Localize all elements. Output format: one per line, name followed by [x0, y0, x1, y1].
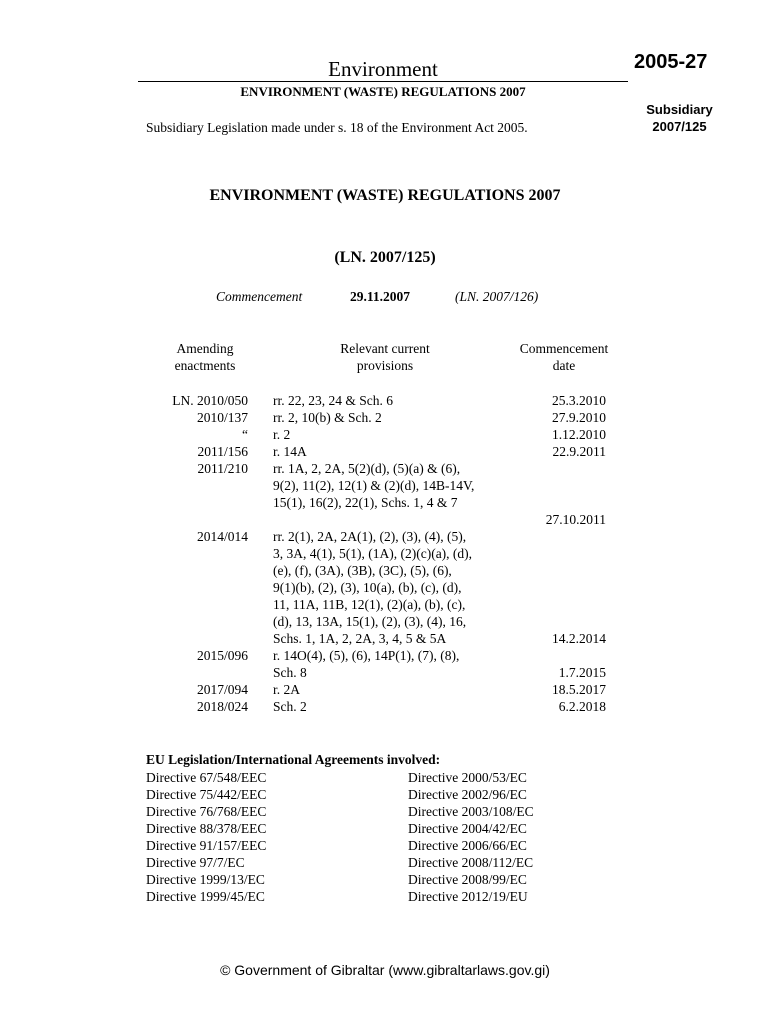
column-header-amending [155, 340, 255, 374]
amending-enactment: 2015/096 [196, 648, 248, 663]
amending-enactment: 2017/094 [196, 682, 248, 697]
relevant-provisions [273, 426, 508, 443]
table-row [146, 460, 616, 528]
table-row [146, 681, 616, 698]
subsidiary-label-line1: Subsidiary [646, 102, 713, 117]
subsidiary-label-line2: 2007/125 [652, 119, 707, 134]
table-row [146, 443, 616, 460]
page-title: ENVIRONMENT (WASTE) REGULATIONS 2007 [209, 187, 561, 204]
provision-line: rr. 22, 23, 24 & Sch. 6 [273, 393, 393, 408]
provision-line [273, 511, 508, 528]
relevant-provisions [273, 409, 508, 426]
provision-line: 9(1)(b), (2), (3), 10(a), (b), (c), (d), [273, 580, 462, 595]
relevant-provisions [273, 460, 508, 528]
column-header-amending-line1: Amending [176, 341, 234, 356]
provision-line: 15(1), 16(2), 22(1), Schs. 1, 4 & 7 [273, 495, 458, 510]
provision-line: 9(2), 11(2), 12(1) & (2)(d), 14B-14V, [273, 478, 475, 493]
directive-item: Directive 1999/13/EC [146, 872, 265, 887]
commencement-label: Commencement [216, 289, 303, 304]
provision-line: rr. 2(1), 2A, 2A(1), (2), (3), (4), (5), [273, 529, 467, 544]
directive-item: Directive 76/768/EEC [146, 804, 267, 819]
provision-line: Schs. 1, 1A, 2, 2A, 3, 4, 5 & 5A [273, 631, 447, 646]
relevant-provisions [273, 698, 508, 715]
commencement-ln: (LN. 2007/126) [455, 289, 539, 304]
table-row [146, 698, 616, 715]
directive-item: Directive 2002/96/EC [408, 787, 527, 802]
provision-line: (e), (f), (3A), (3B), (3C), (5), (6), [273, 563, 452, 578]
directive-item: Directive 2003/108/EC [408, 804, 534, 819]
directive-item: Directive 67/548/EEC [146, 770, 267, 785]
act-number: 2005-27 [634, 51, 708, 73]
provision-line: Sch. 8 [273, 665, 307, 680]
provision-line: r. 14O(4), (5), (6), 14P(1), (7), (8), [273, 648, 460, 663]
directive-item: Directive 2000/53/EC [408, 770, 527, 785]
commencement-date-cell: 18.5.2017 [552, 682, 606, 697]
directive-item: Directive 2004/42/EC [408, 821, 527, 836]
amending-enactment: 2011/210 [197, 461, 248, 476]
provision-line: 3, 3A, 4(1), 5(1), (1A), (2)(c)(a), (d), [273, 546, 473, 561]
eu-directives-left-column [146, 769, 266, 905]
directive-item: Directive 1999/45/EC [146, 889, 265, 904]
relevant-provisions [273, 392, 508, 409]
directive-item: Directive 2012/19/EU [408, 889, 528, 904]
amending-enactment: 2011/156 [197, 444, 248, 459]
provision-line: Sch. 2 [273, 699, 307, 714]
table-row [146, 409, 616, 426]
commencement-date: 29.11.2007 [350, 289, 411, 304]
eu-legislation-heading: EU Legislation/International Agreements involved: [146, 752, 441, 767]
subsidiary-label [632, 101, 727, 135]
directive-item: Directive 2008/112/EC [408, 855, 534, 870]
column-header-commencement-line1: Commencement [519, 341, 609, 356]
column-header-relevant-line1: Relevant current [340, 341, 430, 356]
provision-line: r. 14A [273, 444, 307, 459]
relevant-provisions [273, 647, 508, 681]
directive-item: Directive 2008/99/EC [408, 872, 527, 887]
directive-item: Directive 75/442/EEC [146, 787, 267, 802]
commencement-date-cell: 1.7.2015 [558, 665, 606, 680]
commencement-date-cell: 1.12.2010 [552, 427, 606, 442]
amending-enactment: LN. 2010/050 [172, 393, 248, 408]
amendments-table [146, 392, 616, 715]
directive-item: Directive 88/378/EEC [146, 821, 267, 836]
legal-notice-ref: (LN. 2007/125) [334, 249, 436, 266]
directive-item: Directive 2006/66/EC [408, 838, 527, 853]
commencement-date-cell: 27.9.2010 [552, 410, 606, 425]
commencement-date-cell: 22.9.2011 [552, 444, 606, 459]
header-rule [138, 81, 628, 82]
provision-line: r. 2 [273, 427, 291, 442]
amending-enactment: 2018/024 [196, 699, 248, 714]
running-header-subtitle: ENVIRONMENT (WASTE) REGULATIONS 2007 [240, 84, 526, 99]
provision-line: rr. 1A, 2, 2A, 5(2)(d), (5)(a) & (6), [273, 461, 461, 476]
table-row [146, 426, 616, 443]
table-row [146, 528, 616, 647]
amending-enactment: 2014/014 [196, 529, 248, 544]
column-header-commencement [505, 340, 623, 374]
relevant-provisions [273, 681, 508, 698]
provision-line: r. 2A [273, 682, 300, 697]
provision-line: (d), 13, 13A, 15(1), (2), (3), (4), 16, [273, 614, 467, 629]
provision-line: rr. 2, 10(b) & Sch. 2 [273, 410, 382, 425]
provision-line: 11, 11A, 11B, 12(1), (2)(a), (b), (c), [273, 597, 466, 612]
commencement-date-cell: 14.2.2014 [552, 631, 606, 646]
directive-item: Directive 97/7/EC [146, 855, 245, 870]
amending-enactment: “ [242, 427, 248, 442]
copyright-footer: © Government of Gibraltar (www.gibraltarlaws.gov.gi) [220, 962, 550, 978]
commencement-date-cell: 6.2.2018 [558, 699, 606, 714]
column-header-commencement-line2: date [552, 358, 576, 373]
amending-enactment: 2010/137 [196, 410, 248, 425]
made-under-note: Subsidiary Legislation made under s. 18 of the Environment Act 2005. [146, 120, 528, 135]
column-header-relevant [300, 340, 470, 374]
commencement-date-cell: 25.3.2010 [552, 393, 606, 408]
column-header-amending-line2: enactments [174, 358, 236, 373]
table-row [146, 647, 616, 681]
commencement-date-cell: 27.10.2011 [545, 512, 606, 527]
column-header-relevant-line2: provisions [356, 358, 414, 373]
directive-item: Directive 91/157/EEC [146, 838, 267, 853]
relevant-provisions [273, 528, 508, 647]
table-row [146, 392, 616, 409]
eu-directives-right-column [408, 769, 534, 905]
relevant-provisions [273, 443, 508, 460]
running-header-title: Environment [328, 57, 438, 81]
